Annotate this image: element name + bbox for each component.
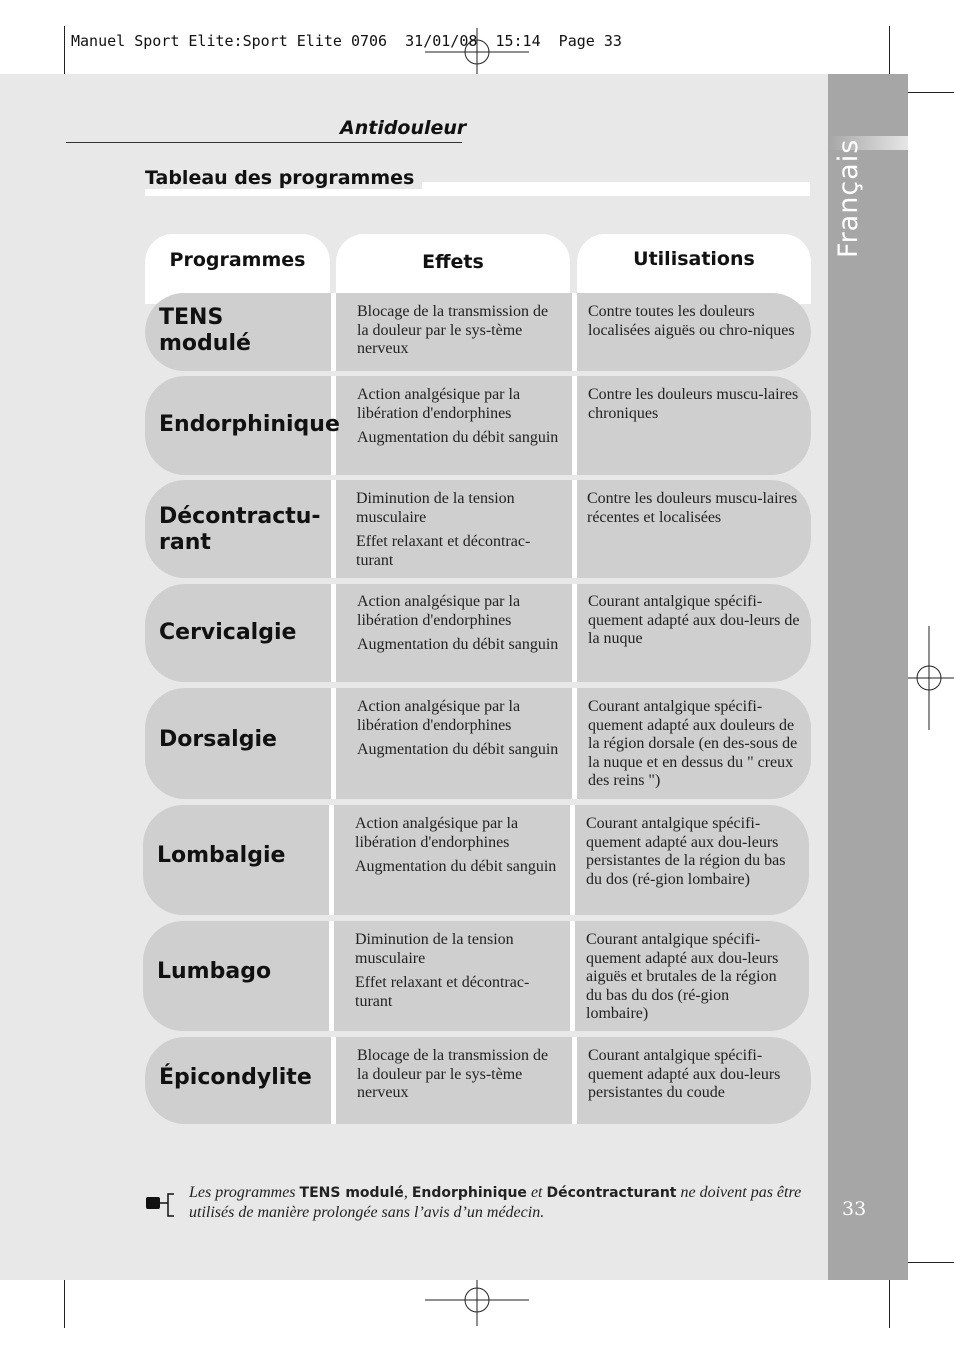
effect-text: Augmentation du débit sanguin	[357, 429, 559, 446]
effect-text: Blocage de la transmission de la douleur par le sys-tème nerveux	[357, 1047, 549, 1101]
effect-text: Augmentation du débit sanguin	[357, 636, 559, 653]
crop-mark	[889, 26, 890, 78]
effect-text: Action analgésique par la libération d'endorphines	[355, 815, 519, 851]
section-title: Antidouleur	[340, 117, 467, 139]
program-name: TENS modulé	[159, 305, 251, 356]
language-label: Français	[833, 138, 864, 258]
effects-cell	[355, 815, 560, 883]
column-separator	[572, 376, 577, 475]
note-suffix: ne doivent pas être utilisés de manière prolongée sans l’avis d’un médecin.	[189, 1184, 802, 1221]
note-and: et	[530, 1184, 543, 1201]
note-program-endorphinique: Endorphinique	[411, 1185, 527, 1201]
uses-cell: Courant antalgique spécifi-quement adapté aux dou-leurs aiguës et brutales de la région du bas du dos (ré-gion lombaire)	[586, 931, 779, 1022]
effects-cell	[357, 593, 562, 661]
uses-cell: Contre toutes les douleurs localisées aiguës ou chro-niques	[588, 303, 795, 339]
program-name: Dorsalgie	[159, 727, 277, 752]
crop-mark	[902, 92, 954, 93]
effects-cell	[357, 1047, 562, 1109]
crop-mark	[889, 1276, 890, 1328]
table-row-decontracturant	[145, 480, 811, 578]
column-separator	[572, 688, 577, 799]
uses-cell: Contre les douleurs muscu-laires récentes et localisées	[587, 490, 798, 526]
column-separator	[570, 921, 575, 1031]
program-name: Lombalgie	[157, 843, 286, 868]
usage-warning-note	[189, 1183, 809, 1222]
program-name: Cervicalgie	[159, 620, 297, 645]
table-row-lombalgie	[143, 805, 809, 915]
uses-cell: Courant antalgique spécifi-quement adapté aux dou-leurs persistantes du coude	[588, 1047, 781, 1101]
program-name: Décontractu- rant	[159, 504, 321, 555]
table-row-epicondylite	[145, 1037, 811, 1124]
column-separator	[331, 480, 336, 578]
uses-cell: Courant antalgique spécifi-quement adapté aux dou-leurs persistantes de la région du bas du dos (ré-gion lombaire)	[586, 815, 786, 888]
column-separator	[331, 688, 336, 799]
crop-mark	[64, 1276, 65, 1328]
table-row-tens	[145, 293, 811, 371]
effect-text: Diminution de la tension musculaire	[355, 931, 514, 967]
registration-mark	[425, 1276, 529, 1326]
column-separator	[572, 1037, 577, 1124]
note-prefix: Les programmes	[189, 1184, 296, 1201]
effects-cell	[357, 698, 562, 766]
table-row-endorphinique	[145, 376, 811, 475]
column-separator	[331, 293, 336, 371]
column-separator	[329, 921, 334, 1031]
effect-text: Augmentation du débit sanguin	[355, 858, 557, 875]
uses-cell: Courant antalgique spécifi-quement adapté aux douleurs de la région dorsale (en des-sous de la nuque et en dessus du " creux des reins ")	[588, 698, 798, 789]
column-separator	[572, 584, 577, 682]
column-separator	[572, 480, 577, 578]
note-separator: ,	[403, 1184, 408, 1201]
registration-mark	[425, 28, 529, 76]
section-title-rule	[66, 142, 462, 143]
effect-text: Action analgésique par la libération d'endorphines	[357, 386, 521, 422]
note-program-tens: TENS modulé	[299, 1185, 404, 1201]
crop-mark	[64, 26, 65, 78]
column-separator	[331, 1037, 336, 1124]
effects-cell	[355, 931, 560, 1017]
table-subtitle: Tableau des programmes	[145, 167, 422, 189]
effect-text: Blocage de la transmission de la douleur par le sys-tème nerveux	[357, 303, 549, 357]
effect-text: Effet relaxant et décontrac-turant	[355, 974, 530, 1010]
crop-mark	[902, 1262, 954, 1263]
program-name: Épicondylite	[159, 1065, 312, 1090]
column-header-label: Programmes	[169, 249, 306, 271]
program-name: Endorphinique	[159, 412, 340, 437]
effect-text: Augmentation du débit sanguin	[357, 741, 559, 758]
note-program-decontracturant: Décontracturant	[546, 1185, 677, 1201]
registration-mark	[902, 626, 954, 730]
page-number: 33	[842, 1198, 867, 1220]
effects-cell	[357, 303, 562, 365]
print-header: Manuel Sport Elite:Sport Elite 0706 31/01/08 15:14 Page 33	[71, 32, 622, 50]
effect-text: Action analgésique par la libération d'endorphines	[357, 698, 521, 734]
effect-text: Diminution de la tension musculaire	[356, 490, 515, 526]
table-row-lumbago	[143, 921, 809, 1031]
effect-text: Effet relaxant et décontrac-turant	[356, 533, 531, 569]
column-separator	[329, 805, 334, 915]
column-header-label: Effets	[422, 251, 484, 273]
column-separator	[570, 805, 575, 915]
column-separator	[331, 584, 336, 682]
column-separator	[572, 293, 577, 371]
table-row-cervicalgie	[145, 584, 811, 682]
program-name: Lumbago	[157, 959, 272, 984]
warning-hand-icon	[146, 1190, 186, 1220]
column-header-label: Utilisations	[633, 248, 755, 270]
uses-cell: Contre les douleurs muscu-laires chroniques	[588, 386, 799, 422]
uses-cell: Courant antalgique spécifi-quement adapté aux dou-leurs de la nuque	[588, 593, 800, 647]
effects-cell	[356, 490, 561, 576]
effect-text: Action analgésique par la libération d'endorphines	[357, 593, 521, 629]
table-row-dorsalgie	[145, 688, 811, 799]
effects-cell	[357, 386, 562, 454]
